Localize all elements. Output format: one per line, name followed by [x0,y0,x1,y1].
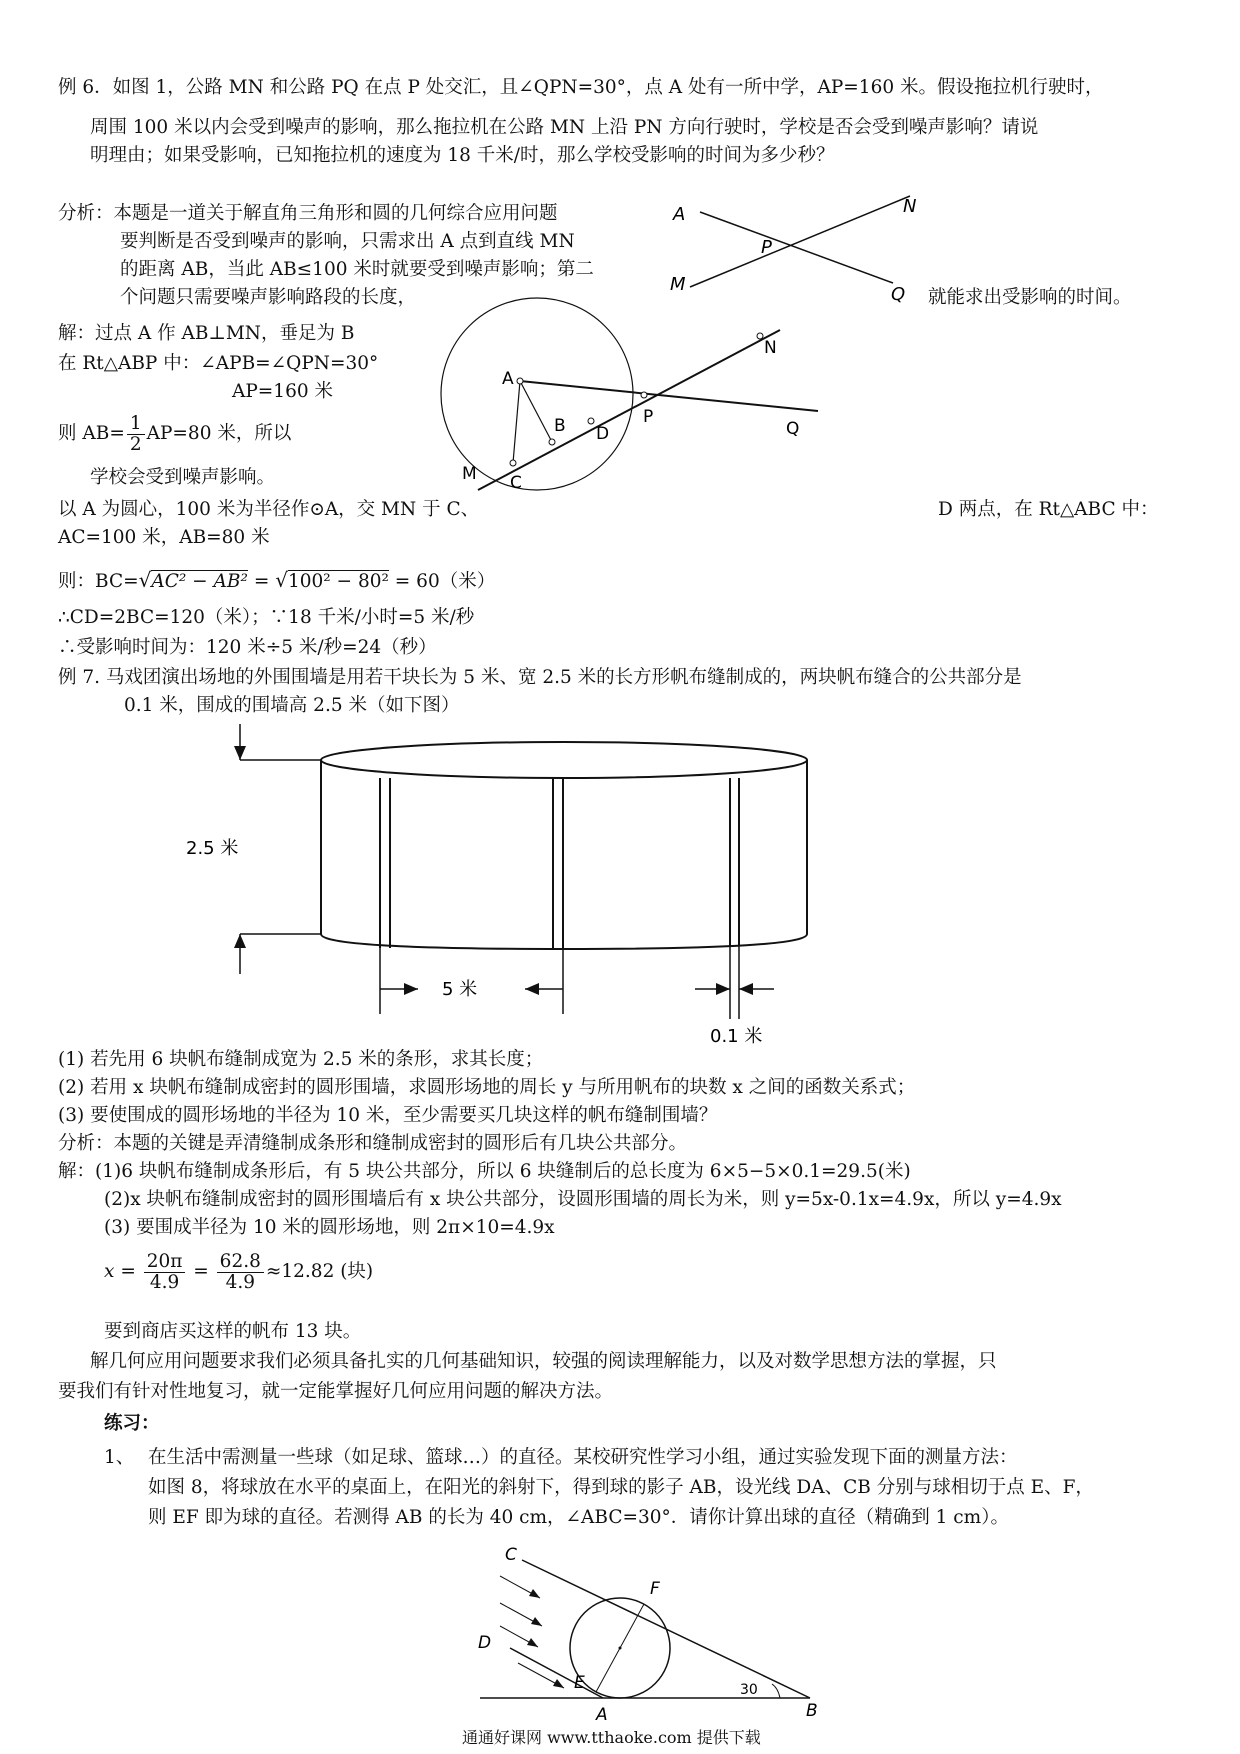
fraction-denominator: 4.9 [149,1271,180,1293]
label-q: Q [786,419,800,439]
practice-line-1: 在生活中需测量一些球（如足球、篮球…）的直径。某校研究性学习小组，通过实验发现下面的测量方法： [148,1447,1018,1468]
label-n: N [764,338,777,358]
figure-8-ball-shadow [478,1545,840,1725]
label-n: N [903,196,917,217]
label-d: D [596,424,610,444]
ex6-solution-8-prefix: 则：BC= [58,571,139,592]
arrow-up-icon [234,934,246,948]
sqrt-sign-icon: √ [275,568,288,592]
arrow-right-icon [531,1617,542,1626]
ex7-question-3: (3) 要使围成的圆形场地的半径为 10 米，至少需要买几块这样的帆布缝制围墙？ [58,1105,718,1126]
ray-da [510,1648,603,1698]
ex6-solution-3: AP=160 米 [232,381,334,402]
road-mn-line [690,196,910,287]
radicand-1: AC² − AB² [151,571,248,592]
noise-circle [441,298,633,490]
ex6-solution-1: 解：过点 A 作 AB⊥MN，垂足为 B [58,323,355,344]
overlap-label: 0.1 米 [710,1026,763,1047]
fraction-denominator: 4.9 [225,1271,255,1293]
ex6-analysis-4: 个问题只需要噪声影响路段的长度， [120,287,417,308]
label-c: C [510,473,522,493]
ex6-solution-4-suffix: AP=80 米，所以 [146,423,292,444]
practice-number: 1、 [104,1447,135,1468]
label-m: M [670,274,686,295]
fraction-numerator: 1 [127,414,145,435]
point-a [517,378,523,384]
segment-ac [513,381,520,463]
equals-result: = 60（米） [388,571,496,592]
ex7-solution-2: (2)x 块帆布缝制成密封的圆形围墙后有 x 块公共部分，设圆形围墙的周长为米，则 y=5x-0.1x=4.9x，所以 y=4.9x [104,1189,1062,1210]
ex6-solution-10: ∴受影响时间为：120 米÷5 米/秒=24（秒） [58,637,437,658]
ex6-line-3: 明理由；如果受影响，已知拖拉机的速度为 18 千米/时，那么学校受影响的时间为多少秒？ [90,145,835,166]
label-e: E [574,1673,585,1693]
ex7-equation-x [104,1250,373,1294]
ex6-analysis-2: 要判断是否受到噪声的影响，只需求出 A 点到直线 MN [120,231,575,252]
arrow-right-icon [529,1589,540,1598]
ex6-line-2: 周围 100 米以内会受到噪声的影响，那么拖拉机在公路 MN 上沿 PN 方向行驶时，学校是否会受到噪声影响？请说 [90,117,1039,138]
angle-label: 30 [740,1682,758,1698]
point-n [757,333,763,339]
ex7-solution-3: (3) 要围成半径为 10 米的圆形场地，则 2π×10=4.9x [104,1217,555,1238]
label-p: P [761,237,772,258]
figure-3-circus-wall [170,724,830,1047]
fraction-one-half [127,414,145,455]
ex6-line-1: 例 6．如图 1，公路 MN 和公路 PQ 在点 P 处交汇，且∠QPN=30°，点 A 处有一所中学，AP=160 米。假设拖拉机行驶时， [58,77,1104,98]
ex6-analysis-1: 分析：本题是一道关于解直角三角形和圆的几何综合应用问题 [58,203,558,224]
fraction-numerator: 62.8 [217,1252,264,1273]
label-a: A [596,1705,608,1725]
point-d [588,418,594,424]
eq-x-var: x [104,1261,115,1282]
ex7-question-2: (2) 若用 x 块帆布缝制成密封的圆形围墙，求圆形场地的周长 y 与所用帆布的块数 x 之间的函数关系式； [58,1077,916,1098]
practice-heading: 练习： [104,1413,160,1434]
ex7-summary-1: 解几何应用问题要求我们必须具备扎实的几何基础知识，较强的阅读理解能力，以及对数学思想方法的掌握，只 [90,1351,997,1372]
wall-top-ellipse [321,742,807,778]
ex6-solution-6a: 以 A 为圆心，100 米为半径作⊙A，交 MN 于 C、 [58,499,480,520]
road-pq-line [700,212,893,283]
footer-credit: 通通好课网 www.tthaoke.com 提供下载 [462,1728,761,1747]
width-label: 5 米 [442,979,478,1000]
figure-2-circle [440,318,860,548]
eq-equals: = [187,1261,215,1282]
fraction-numerator: 20π [144,1252,186,1273]
ex7-line-2: 0.1 米，围成的围墙高 2.5 米（如下图） [124,695,460,716]
label-q: Q [891,284,906,305]
radicand-2: 100² − 80² [287,571,389,592]
label-p: P [643,407,654,427]
arrow-down-icon [234,746,246,760]
label-f: F [650,1579,660,1599]
arrow-right-icon [553,1679,564,1688]
fraction-20pi [144,1252,186,1293]
height-label: 2.5 米 [186,838,239,859]
ex6-analysis-4b: 就能求出受影响的时间。 [928,287,1132,308]
ex6-solution-6b: D 两点，在 Rt△ABC 中： [938,499,1159,520]
ex7-question-1: (1) 若先用 6 块帆布缝制成宽为 2.5 米的条形，求其长度； [58,1049,544,1070]
segment-ab [520,381,552,442]
point-b [549,439,555,445]
practice-line-3: 则 EF 即为球的直径。若测得 AB 的长为 40 cm，∠ABC=30°．请你计算出球的直径（精确到 1 cm）。 [148,1507,1009,1528]
arrow-right-icon [716,983,730,995]
label-a: A [502,369,514,389]
eq-result: ≈12.82 (块) [265,1261,374,1282]
figure-1-roads [655,180,945,310]
angle-arc [772,1684,780,1698]
label-b: B [806,1701,818,1721]
ex6-solution-5: 学校会受到噪声影响。 [90,467,276,488]
point-p [641,392,647,398]
ex6-solution-2: 在 Rt△ABP 中：∠APB=∠QPN=30° [58,353,379,374]
sqrt-sign-icon: √ [138,568,152,592]
equals-1: = [247,571,276,592]
ex7-line-1: 例 7. 马戏团演出场地的外围围墙是用若干块长为 5 米、宽 2.5 米的长方形帆布缝制成的，两块帆布缝合的公共部分是 [58,667,1022,688]
ex7-buy: 要到商店买这样的帆布 13 块。 [104,1321,362,1342]
ex6-solution-4 [58,412,291,456]
eq-equals: = [114,1261,142,1282]
fraction-62-8 [217,1252,264,1293]
ex7-solution-1: 解：(1)6 块帆布缝制成条形后，有 5 块公共部分，所以 6 块缝制后的总长度为 6×5−5×0.1=29.5(米) [58,1161,911,1182]
line-mn [478,330,780,490]
ex6-analysis-3: 的距离 AB，当此 AB≤100 米时就要受到噪声影响；第二 [120,259,594,280]
arrow-left-icon [525,983,539,995]
label-a: A [673,204,686,225]
ex6-solution-8 [58,562,495,600]
line-pq [520,381,818,411]
arrow-left-icon [739,983,753,995]
point-c [510,460,516,466]
ex6-solution-7: AC=100 米，AB=80 米 [58,527,270,548]
arrow-right-icon [527,1638,538,1647]
ex7-analysis: 分析：本题的关键是弄清缝制成条形和缝制成密封的圆形后有几块公共部分。 [58,1133,688,1154]
label-m: M [462,464,477,484]
fraction-denominator: 2 [129,433,142,455]
ball-center [619,1647,622,1650]
label-d: D [478,1633,492,1653]
arrow-right-icon [404,983,418,995]
ex6-solution-9: ∴CD=2BC=120（米）；∵18 千米/小时=5 米/秒 [58,607,475,628]
practice-line-2: 如图 8，将球放在水平的桌面上，在阳光的斜射下，得到球的影子 AB，设光线 DA、CB 分别与球相切于点 E、F， [148,1477,1094,1498]
ex7-summary-2: 要我们有针对性地复习，就一定能掌握好几何应用问题的解决方法。 [58,1381,614,1402]
label-c: C [505,1545,517,1565]
label-b: B [554,416,566,436]
ex6-solution-4-prefix: 则 AB= [58,423,125,444]
